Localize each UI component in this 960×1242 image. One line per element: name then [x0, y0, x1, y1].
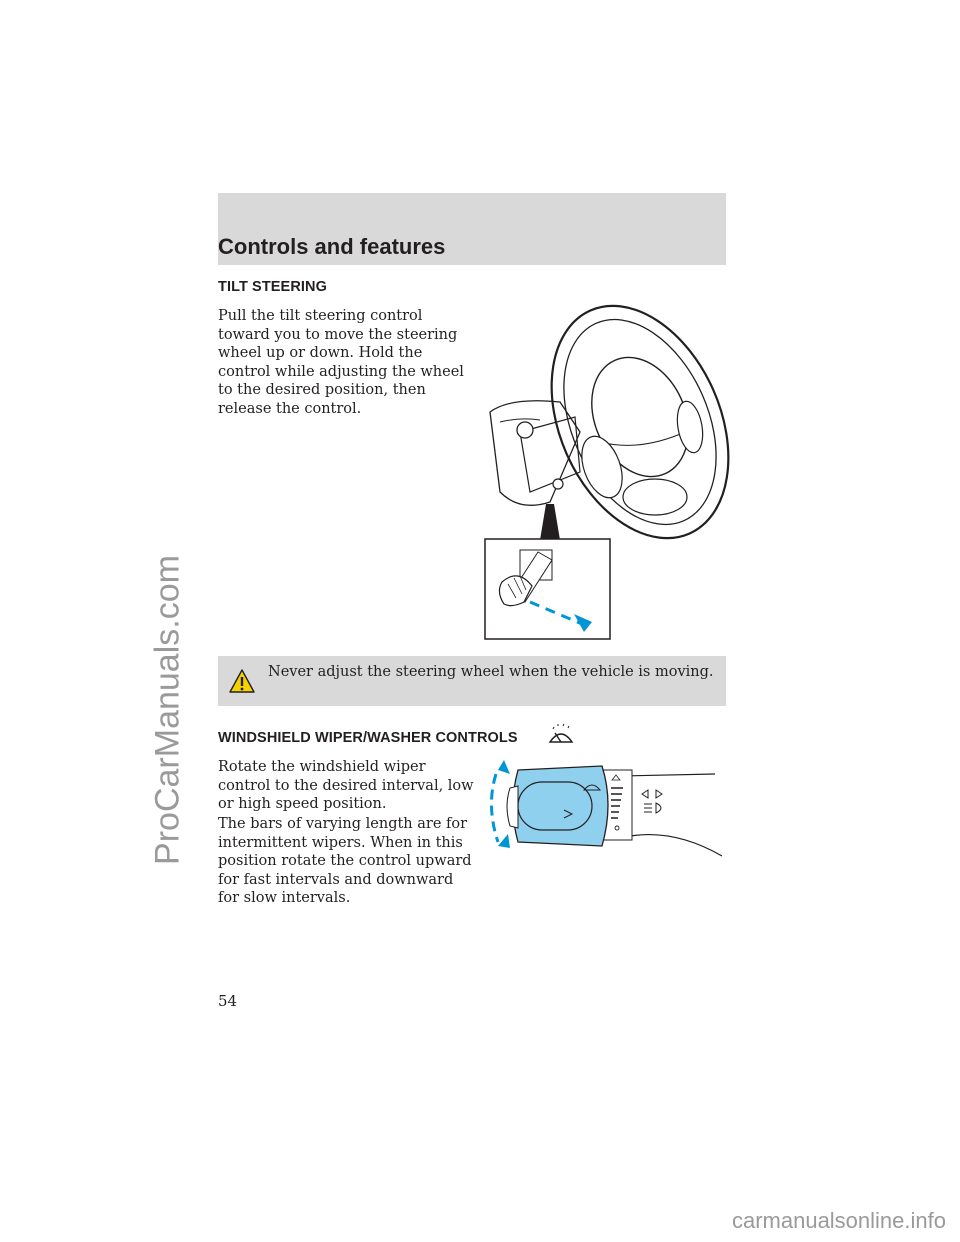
- footer-watermark: carmanualsonline.info: [731, 1208, 946, 1233]
- warning-icon: [228, 668, 256, 694]
- section-title: Controls and features: [218, 234, 446, 259]
- windshield-wiper-icon: [548, 724, 574, 746]
- side-watermark: ProCarManuals.com: [148, 555, 187, 865]
- warning-text: Never adjust the steering wheel when the vehicle is moving.: [268, 664, 714, 680]
- steering-wheel-illustration: [480, 292, 740, 648]
- wiper-text-2: The bars of varying length are for intermittent wipers. When in this position rotate the control upward for fast intervals and downward for slow intervals.: [218, 816, 472, 906]
- tilt-steering-heading: TILT STEERING: [218, 279, 327, 295]
- page-number: 54: [218, 992, 238, 1010]
- wiper-control-illustration: [490, 756, 730, 860]
- wiper-text-1: Rotate the windshield wiper control to the desired interval, low or high speed position.: [218, 759, 474, 812]
- tilt-steering-text: Pull the tilt steering control toward you to move the steering wheel up or down. Hold the control while adjusting the wheel to the desired position, then release the control.: [218, 308, 464, 417]
- wiper-heading: WINDSHIELD WIPER/WASHER CONTROLS: [218, 730, 518, 746]
